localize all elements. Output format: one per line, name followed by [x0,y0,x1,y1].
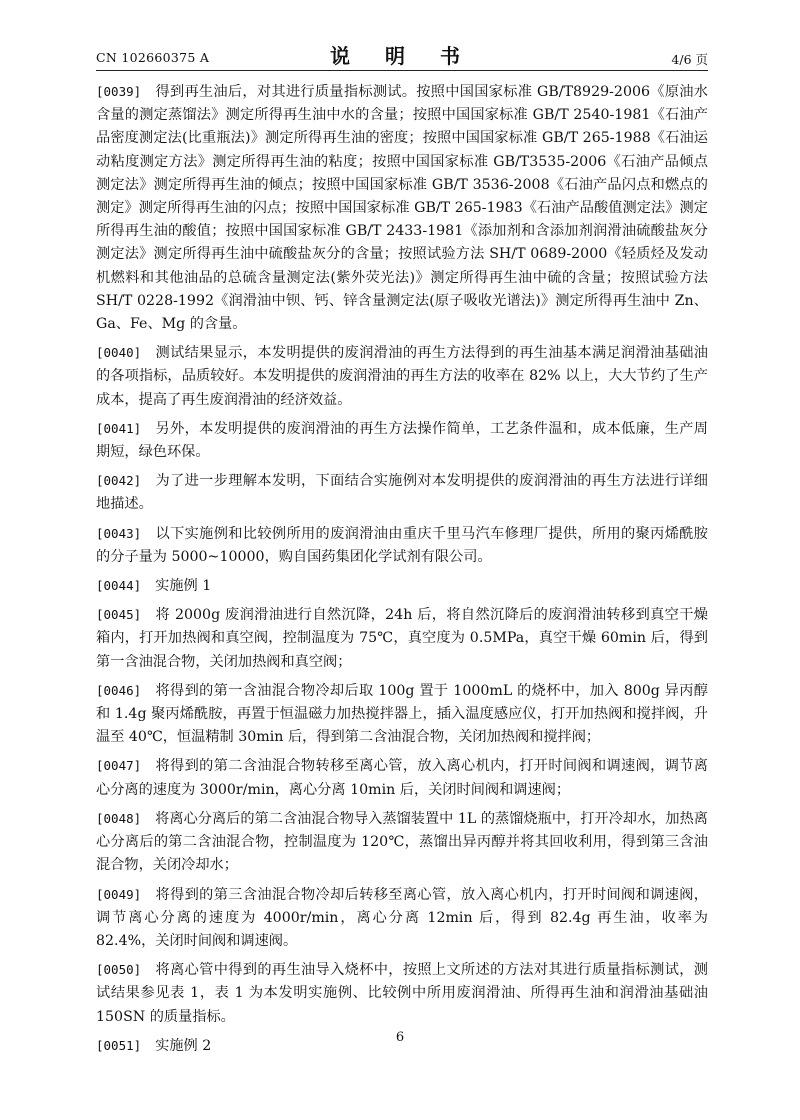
paragraph-number: [0041] [96,420,142,436]
paragraph-text: 为了进一步理解本发明，下面结合实施例对本发明提供的废润滑油的再生方法进行详细地描述。 [96,473,708,513]
paragraph-0039 [96,80,708,336]
paragraph-number: [0043] [96,525,142,541]
paragraph-0047 [96,754,708,801]
doc-title: 说 明 书 [330,44,474,68]
paragraph-text: 将离心管中得到的再生油导入烧杯中，按照上文所述的方法对其进行质量指标测试，测试结果参见表 1，表 1 为本发明实施例、比较例中所用废润滑油、所得再生油和润滑油基础油 150SN 的质量指标。 [96,962,708,1025]
page-indicator: 4/6 页 [671,52,708,67]
doc-number: CN 102660375 A [96,50,210,65]
paragraph-0046 [96,679,708,750]
paragraph-0049 [96,883,708,954]
paragraph-0050 [96,958,708,1029]
paragraph-number: [0042] [96,473,142,489]
paragraph-text: 另外，本发明提供的废润滑油的再生方法操作简单，工艺条件温和，成本低廉，生产周期短，绿色环保。 [96,420,708,461]
paragraph-number: [0051] [96,1037,142,1053]
paragraph-text: 得到再生油后，对其进行质量指标测试。按照中国国家标准 GB/T8929-2006《原油水含量的测定蒸馏法》测定所得再生油中水的含量；按照中国国家标准 GB/T 2540-1981《石油产品密度测定法(比重瓶法)》测定所得再生油的密度；按照中国国家标准 GB/T 265-1988《石油运动粘度测定方法》测定所得再生油的粘度；按照中国国家标准 GB/T3535-2006《石油产品倾点测定法》测定所得再生油的倾点；按照中国国家标准 GB/T 3536-2008《石油产品闪点和燃点的测定》测定所得再生油的闪点；按照中国国家标准 GB/T 265-1983《石油产品酸值测定法》测定所得再生油的酸值；按照中国国家标准 GB/T 2433-1981《添加剂和含添加剂润滑油硫酸盐灰分测定法》测定所得再生油中硫酸盐灰分的含量；按照试验方法 SH/T 0689-2000《轻质烃及发动机燃料和其他油品的总硫含量测定法(紫外荧光法)》测定所得再生油中硫的含量；按照试验方法 SH/T 0228-1992《润滑油中钡、钙、锌含量测定法(原子吸收光谱法)》测定所得再生油中 Zn、Ga、Fe、Mg 的含量。 [96,84,708,333]
paragraph-0040 [96,341,708,412]
document-body [96,80,708,1063]
paragraph-text: 将得到的第二含油混合物转移至离心管，放入离心机内，打开时间阀和调速阀，调节离心分离的速度为 3000r/min，离心分离 10min 后，关闭时间阀和调速阀； [96,758,708,798]
paragraph-text: 将 2000g 废润滑油进行自然沉降，24h 后，将自然沉降后的废润滑油转移到真空干燥箱内，打开加热阀和真空阀，控制温度为 75℃，真空度为 0.5MPa，真空干燥 60min 后，得到第一含油混合物，关闭加热阀和真空阀； [96,607,708,670]
paragraph-text: 将得到的第三含油混合物冷却后转移至离心管，放入离心机内，打开时间阀和调速阀，调节离心分离的速度为 4000r/min，离心分离 12min 后，得到 82.4g 再生油，收率为 82.4%，关闭时间阀和调速阀。 [96,886,708,949]
paragraph-0044 [96,574,708,598]
paragraph-text: 以下实施例和比较例所用的废润滑油由重庆千里马汽车修理厂提供，所用的聚丙烯酰胺的分子量为 5000~10000，购自国药集团化学试剂有限公司。 [96,525,708,565]
header-rule [96,70,708,71]
paragraph-text: 测试结果显示，本发明提供的废润滑油的再生方法得到的再生油基本满足润滑油基础油的各项指标，品质较好。本发明提供的废润滑油的再生方法的收率在 82% 以上，大大节约了生产成本，提高了再生废润滑油的经济效益。 [96,345,708,408]
page-number: 6 [395,1030,405,1045]
paragraph-0042 [96,469,708,516]
paragraph-number: [0049] [96,886,142,902]
paragraph-number: [0040] [96,345,142,361]
paragraph-number: [0044] [96,578,142,594]
paragraph-0041 [96,417,708,464]
paragraph-0048 [96,807,708,878]
paragraph-text: 将离心分离后的第二含油混合物导入蒸馏装置中 1L 的蒸馏烧瓶中，打开冷却水，加热离心分离后的第二含油混合物，控制温度为 120℃，蒸馏出异丙醇并将其回收利用，得到第三含油混合物，关闭冷却水； [96,810,708,874]
paragraph-text: 实施例 1 [155,578,212,595]
paragraph-number: [0039] [96,84,142,99]
paragraph-0043 [96,522,708,569]
paragraph-number: [0047] [96,758,142,774]
paragraph-0045 [96,603,708,674]
paragraph-number: [0050] [96,962,142,978]
paragraph-text: 将得到的第一含油混合物冷却后取 100g 置于 1000mL 的烧杯中，加入 800g 异丙醇和 1.4g 聚丙烯酰胺，再置于恒温磁力加热搅拌器上，插入温度感应仪，打开加热阀和搅拌阀，升温至 40℃，恒温精制 30min 后，得到第二含油混合物，关闭加热阀和搅拌阀； [96,682,708,746]
paragraph-number: [0046] [96,682,142,698]
paragraph-number: [0045] [96,607,142,623]
paragraph-number: [0048] [96,810,142,826]
page-header [96,38,708,68]
paragraph-text: 实施例 2 [155,1037,212,1054]
